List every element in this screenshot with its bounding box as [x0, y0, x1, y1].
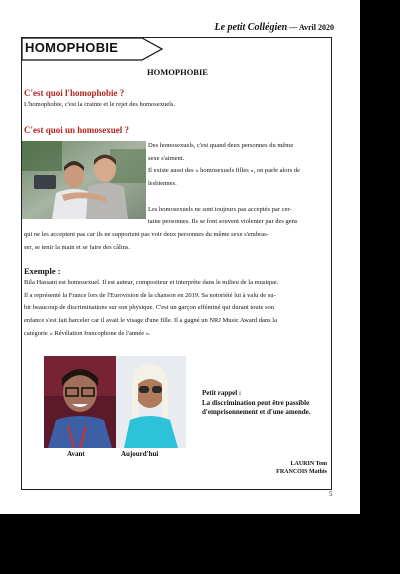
- example-line: Bila Hassani est homosexuel. Il est auteur, compositeur et interprète dans le milieu de la musique.: [24, 279, 279, 286]
- section1-text: L'homophobie, c'est la crainte et le rejet des homosexuels.: [24, 101, 176, 108]
- author-name: FRANCOIS Mathis: [276, 469, 327, 475]
- header-dash: —: [289, 23, 298, 32]
- example-heading: Exemple :: [24, 266, 61, 276]
- example-text: [24, 277, 278, 341]
- caption-before: Avant: [67, 450, 85, 458]
- section2-side-text: [148, 140, 300, 229]
- couple-photo: [22, 141, 146, 219]
- section2-line: lesbiennes.: [148, 180, 177, 188]
- section2-line: Il existe aussi des « homosexuels filles », on parle alors de: [148, 167, 300, 175]
- issue-date: Avril 2020: [298, 23, 334, 32]
- reminder-title: Petit rappel :: [202, 389, 242, 397]
- section2-line: sexe s'aiment.: [148, 154, 185, 162]
- example-line: bir beaucoup de discriminations sur son physique. C'est un garçon efféminé qui durant toute son: [24, 304, 274, 312]
- reminder-line: La discrimination peut être passible: [202, 398, 310, 407]
- section1-heading: C'est quoi l'homophobie ?: [24, 88, 125, 98]
- section2-full-text: [24, 229, 269, 254]
- section2-line: Les homosexuels ne sont toujours pas acceptés par cer-: [148, 205, 292, 213]
- banner-title: HOMOPHOBIE: [25, 40, 119, 55]
- reminder-line: d'emprisonnement et d'une amende.: [202, 408, 311, 416]
- section2-heading: C'est quoi un homosexuel ?: [24, 125, 130, 135]
- section2-line: [148, 191, 300, 204]
- before-after-photo: [44, 356, 186, 448]
- example-line: catégorie « Révélation francophone de l'année ».: [24, 329, 151, 337]
- author-name: LAURIN Tom: [290, 461, 327, 467]
- example-line: enfance s'est fait harceler car il avait le visage d'une fille. Il a gagné un NRJ Music Award dans la: [24, 317, 277, 325]
- example-line: Il a représenté la France lors de l'Eurovision de la chanson en 2019. Sa notoriété lui à valu de su-: [24, 291, 276, 299]
- section2-line: taine personnes. Ils se font souvent violenter par des gens: [148, 218, 298, 226]
- section2-line: Des homosexuels, c'est quand deux personnes du même: [148, 142, 294, 149]
- reminder-box: [202, 389, 311, 418]
- page-header: [214, 22, 334, 33]
- section2-full-line: qui ne les acceptent pas car ils ne supportent pas voir deux personnes du même sexe s'embras-: [24, 231, 269, 238]
- article-subtitle: HOMOPHOBIE: [147, 67, 208, 77]
- author-signature: [276, 460, 327, 476]
- publication-name: Le petit Collégien: [214, 22, 288, 33]
- article-frame: [21, 37, 332, 490]
- caption-after: Aujourd'hui: [121, 450, 159, 458]
- page-number: 5: [329, 490, 333, 498]
- section2-full-line: ser, se tenir la main et se faire des câlins.: [24, 243, 131, 251]
